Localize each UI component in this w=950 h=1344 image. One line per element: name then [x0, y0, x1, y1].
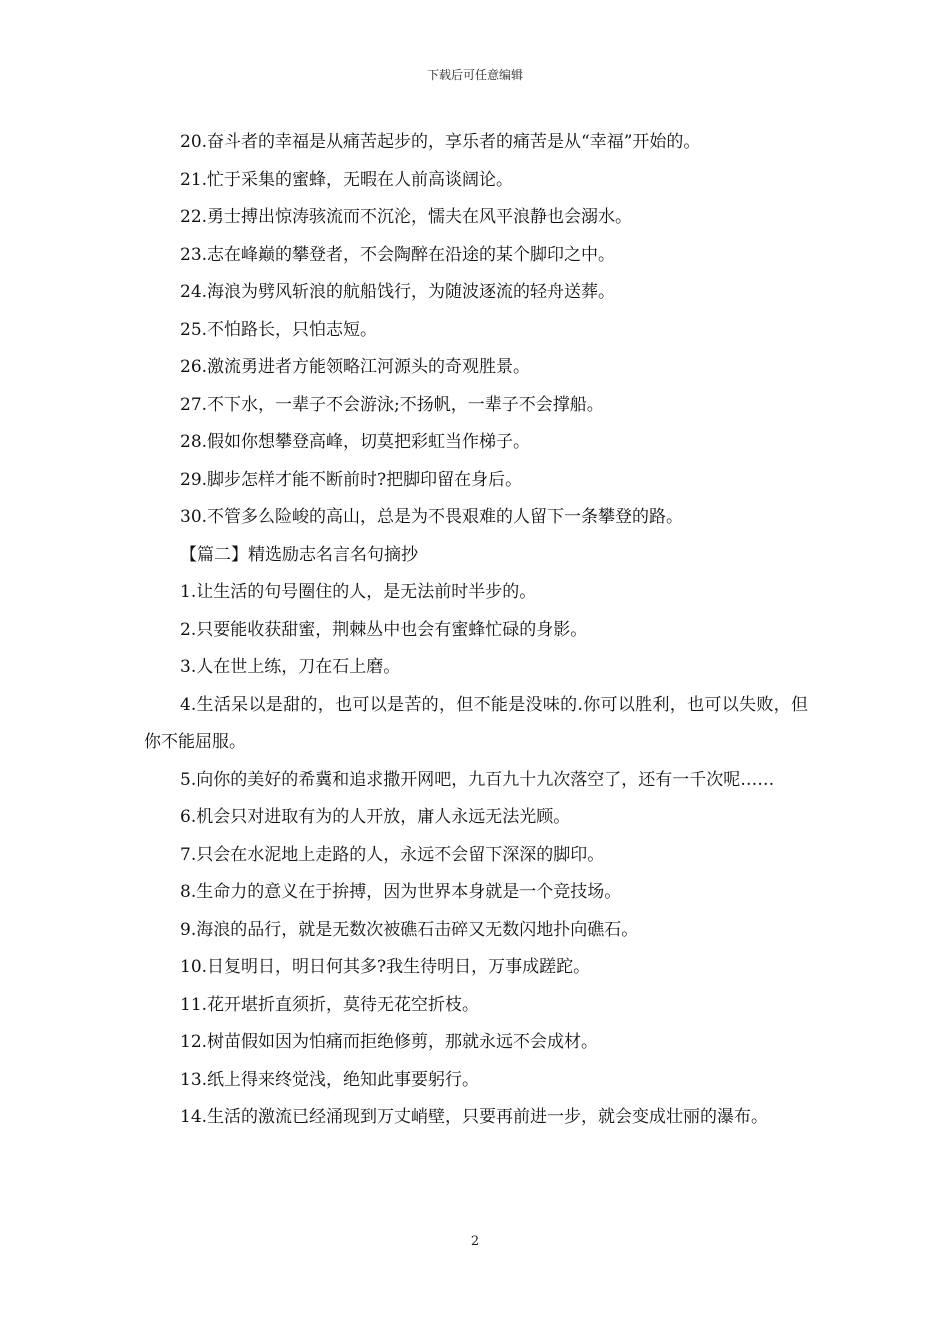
paragraph: 24.海浪为劈风斩浪的航船饯行，为随波逐流的轻舟送葬。 — [180, 282, 616, 302]
document-body — [144, 124, 808, 1137]
paragraph: 25.不怕路长，只怕志短。 — [180, 319, 378, 340]
paragraph: 23.志在峰巅的攀登者，不会陶醉在沿途的某个脚印之中。 — [180, 244, 616, 265]
paragraph: 9.海浪的品行，就是无数次被礁石击碎又无数闪地扑向礁石。 — [180, 919, 639, 940]
paragraph: 14.生活的激流已经涌现到万丈峭壁，只要再前进一步，就会变成壮丽的瀑布。 — [180, 1107, 769, 1127]
paragraph: 26.激流勇进者方能领略江河源头的奇观胜景。 — [180, 357, 531, 377]
page-header: 下载后可任意编辑 — [426, 68, 523, 82]
paragraph: 27.不下水，一辈子不会游泳;不扬帆，一辈子不会撑船。 — [180, 394, 604, 415]
paragraph: 3.人在世上练，刀在石上磨。 — [180, 657, 401, 677]
paragraph: 4.生活呆以是甜的，也可以是苦的，但不能是没味的.你可以胜利，也可以失败，但你不能屈服。 — [144, 694, 808, 752]
section-heading: 【篇二】精选励志名言名句摘抄 — [180, 544, 418, 565]
paragraph: 5.向你的美好的希冀和追求撒开网吧，九百九十九次落空了，还有一千次呢…… — [180, 769, 775, 790]
paragraph: 7.只会在水泥地上走路的人，永远不会留下深深的脚印。 — [180, 844, 605, 865]
paragraph: 6.机会只对进取有为的人开放，庸人永远无法光顾。 — [180, 807, 571, 827]
paragraph: 12.树苗假如因为怕痛而拒绝修剪，那就永远不会成材。 — [180, 1032, 599, 1052]
paragraph: 11.花开堪折直须折，莫待无花空折枝。 — [180, 994, 480, 1015]
paragraph: 28.假如你想攀登高峰，切莫把彩虹当作梯子。 — [180, 432, 531, 452]
paragraph: 13.纸上得来终觉浅，绝知此事要躬行。 — [180, 1069, 480, 1090]
paragraph: 2.只要能收获甜蜜，荆棘丛中也会有蜜蜂忙碌的身影。 — [180, 619, 588, 640]
paragraph: 29.脚步怎样才能不断前时?把脚印留在身后。 — [180, 469, 523, 490]
paragraph: 21.忙于采集的蜜蜂，无暇在人前高谈阔论。 — [180, 169, 514, 190]
paragraph: 10.日复明日，明日何其多?我生待明日，万事成蹉跎。 — [180, 957, 591, 977]
paragraph: 8.生命力的意义在于拚搏，因为世界本身就是一个竞技场。 — [180, 882, 622, 902]
paragraph: 22.勇士搏出惊涛骇流而不沉沦，懦夫在风平浪静也会溺水。 — [180, 207, 633, 227]
page-number: 2 — [470, 1234, 480, 1249]
paragraph: 1.让生活的句号圈住的人，是无法前时半步的。 — [180, 582, 537, 602]
paragraph: 20.奋斗者的幸福是从痛苦起步的，享乐者的痛苦是从“幸福”开始的。 — [180, 132, 701, 152]
paragraph: 30.不管多么险峻的高山，总是为不畏艰难的人留下一条攀登的路。 — [180, 507, 684, 527]
